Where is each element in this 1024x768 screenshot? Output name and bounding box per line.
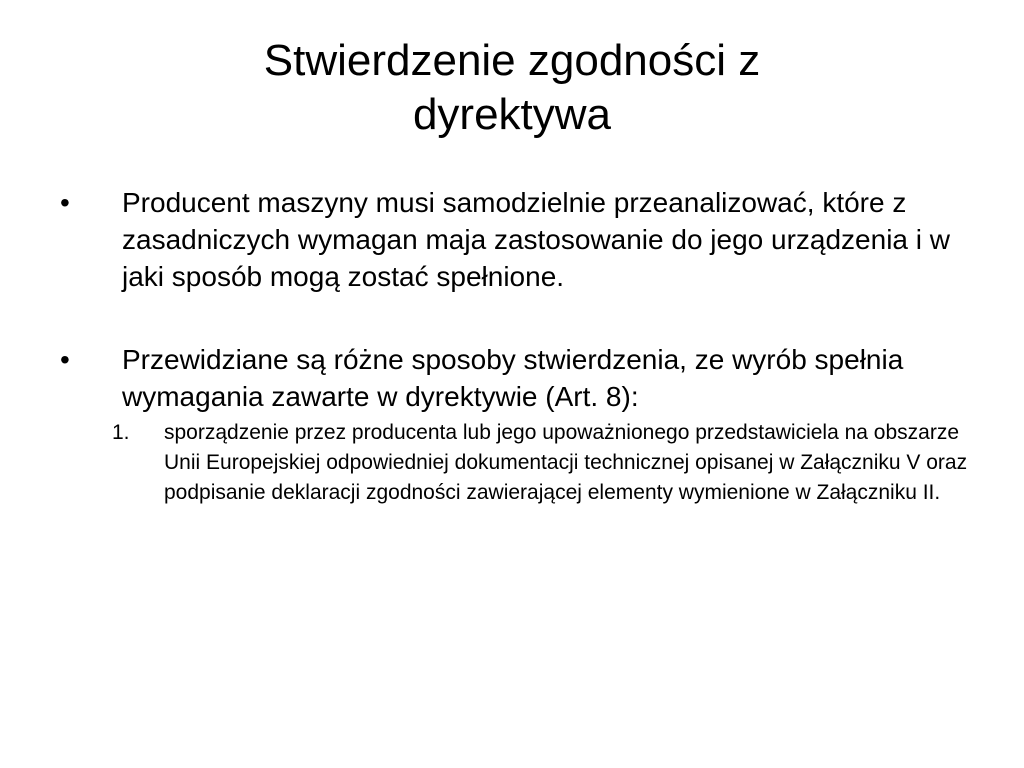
bullet-text: Przewidziane są różne sposoby stwierdzenia, ze wyrób spełnia wymagania zawarte w dyrektywie (Art. 8): xyxy=(122,344,904,412)
bullet-item xyxy=(60,184,970,295)
item-number: 1. xyxy=(112,421,130,444)
title-line-1: Stwierdzenie zgodności z xyxy=(263,36,761,85)
bullet-marker: • xyxy=(60,187,70,218)
bullet-text: Producent maszyny musi samodzielnie przeanalizować, które z zasadniczych wymagan maja zastosowanie do jego urządzenia i w jaki sposób mogą zostać spełnione. xyxy=(122,187,950,292)
numbered-sublist xyxy=(60,418,970,508)
slide-content xyxy=(60,184,970,508)
numbered-item xyxy=(60,418,970,508)
title-line-2: dyrektywa xyxy=(412,90,612,139)
bullet-marker: • xyxy=(60,344,70,375)
bullet-item xyxy=(60,341,970,415)
item-text: sporządzenie przez producenta lub jego upoważnionego przedstawiciela na obszarze Unii Europejskiej odpowiedniej dokumentacji technicznej opisanej w Załączniku V oraz podpisanie deklaracji zgodności zawierającej elementy wymienione w Załączniku II. xyxy=(164,421,968,504)
slide-title xyxy=(100,34,924,142)
